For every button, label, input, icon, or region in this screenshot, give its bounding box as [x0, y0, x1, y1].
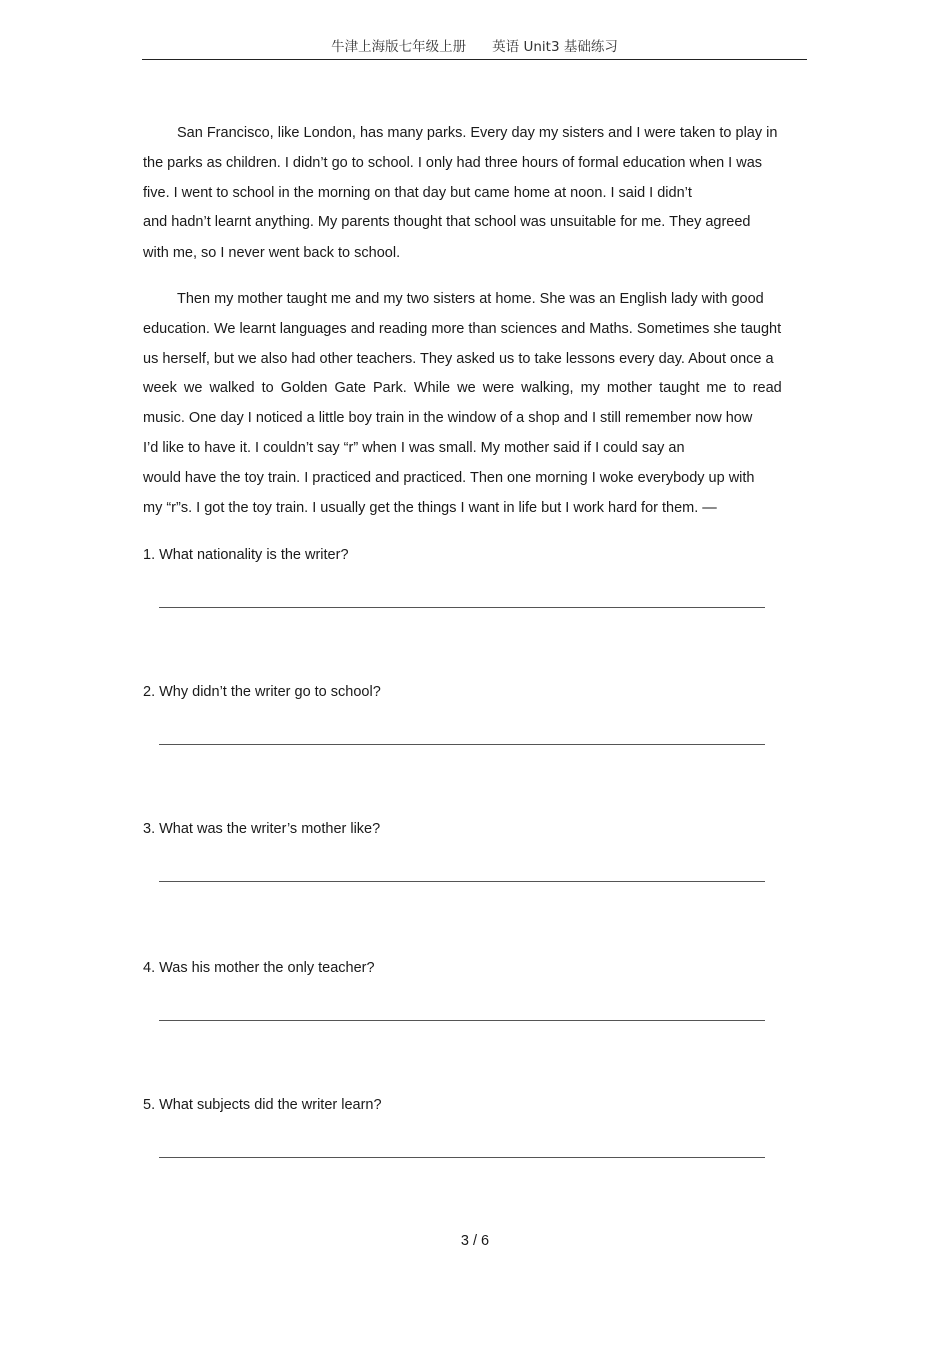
header-title-left: 牛津上海版七年级上册 — [331, 39, 467, 55]
answer-line-3[interactable] — [159, 881, 765, 882]
passage-line: week we walked to Golden Gate Park. While we were walking, my mother taught me to read — [143, 380, 782, 396]
question-4: 4. Was his mother the only teacher? — [143, 960, 375, 976]
passage-line: us herself, but we also had other teachers. They asked us to take lessons every day. About once a — [143, 351, 774, 367]
page-number: 3 / 6 — [460, 1233, 490, 1249]
answer-line-4[interactable] — [159, 1020, 765, 1021]
passage-line: the parks as children. I didn’t go to school. I only had three hours of formal education when I was — [143, 155, 763, 171]
header-title-right: 英语 Unit3 基础练习 — [492, 39, 618, 55]
answer-line-5[interactable] — [159, 1157, 765, 1158]
passage-line: five. I went to school in the morning on that day but came home at noon. I said I didn’t — [143, 185, 692, 201]
question-2: 2. Why didn’t the writer go to school? — [143, 684, 381, 700]
answer-line-1[interactable] — [159, 607, 765, 608]
passage-line: and hadn’t learnt anything. My parents thought that school was unsuitable for me. They agreed — [143, 214, 751, 230]
passage-line: education. We learnt languages and reading more than sciences and Maths. Sometimes she taught — [143, 321, 782, 337]
question-1: 1. What nationality is the writer? — [143, 547, 349, 563]
passage-line: my “r”s. I got the toy train. I usually get the things I want in life but I work hard for them. — — [143, 500, 717, 516]
passage-line: San Francisco, like London, has many parks. Every day my sisters and I were taken to play in — [177, 125, 778, 141]
passage-line: would have the toy train. I practiced and practiced. Then one morning I woke everybody up with — [143, 470, 755, 486]
passage-line: music. One day I noticed a little boy train in the window of a shop and I still remember now how — [143, 410, 753, 426]
passage-line: I’d like to have it. I couldn’t say “r” when I was small. My mother said if I could say an — [143, 440, 685, 456]
header-rule — [142, 59, 807, 60]
page-header — [142, 35, 807, 55]
passage-line: Then my mother taught me and my two sisters at home. She was an English lady with good — [177, 291, 764, 307]
passage-line: with me, so I never went back to school. — [143, 245, 401, 261]
question-3: 3. What was the writer’s mother like? — [143, 821, 381, 837]
question-5: 5. What subjects did the writer learn? — [143, 1097, 382, 1113]
answer-line-2[interactable] — [159, 744, 765, 745]
